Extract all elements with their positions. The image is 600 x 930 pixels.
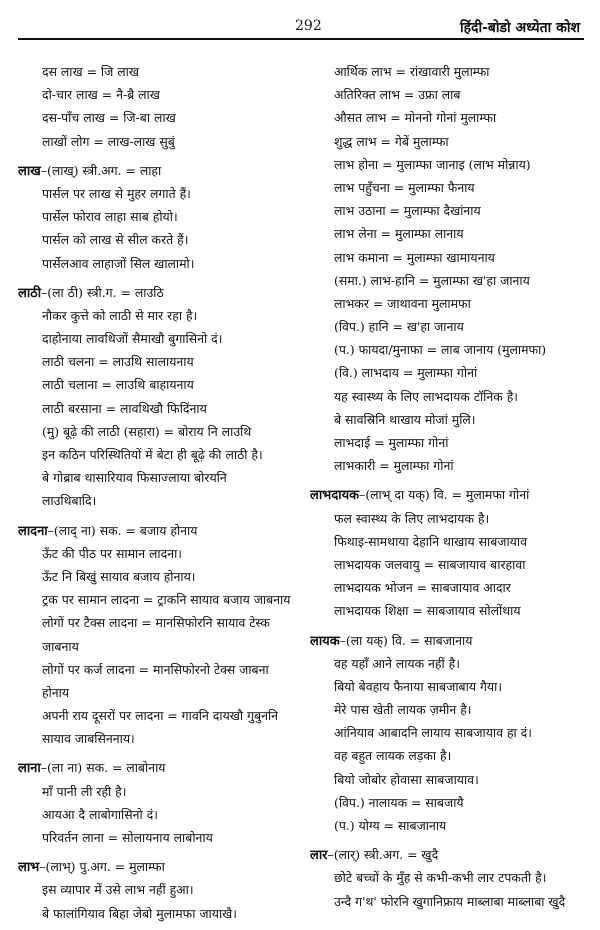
dict-line: लाठी बरसाना = लावथिखौ फिदिंनाय: [42, 400, 207, 416]
headword: लाना: [18, 761, 41, 777]
dict-line: लाखों लोग = लाख-लाख सुबुं: [42, 133, 175, 149]
dict-line: दस-पाँच लाख = जि-बा लाख: [42, 110, 176, 126]
dict-line: लाउथिबादि।: [42, 493, 97, 509]
entry-labh: [18, 855, 303, 878]
headword: लायक: [310, 633, 340, 649]
right-column: [310, 60, 588, 913]
dict-line: इन कठिन परिस्थितियों में बेटा ही बूढ़े की लाठी है।: [42, 447, 263, 462]
dict-line: लाभ लेना = मुलाम्फा लानाय: [334, 226, 464, 242]
entry-definition: –(ला ठी) स्त्री.ग. = लाउठि: [41, 284, 164, 300]
headword: लार: [310, 848, 328, 864]
dict-line: (प.) योग्य = साबजानाय: [334, 818, 447, 833]
entry-labhdayak: [310, 483, 588, 506]
dict-line: (समा.) लाभ-हानि = मुलाम्फा ख'हा जानाय: [334, 272, 530, 288]
dict-line: लाभदायक शिक्षा = साबजायाव सोलोंथाय: [334, 603, 521, 619]
dict-line: बियो जोबोर होवासा साबजायाव।: [334, 771, 479, 787]
dict-line: यह स्वास्थ्य के लिए लाभदायक टॉनिक है।: [334, 388, 518, 404]
dict-line: अपनी राय दूसरों पर लादना = गावनि दायखौ गुबुननि: [42, 708, 279, 724]
dict-line: लाभ उठाना = मुलाम्फा दैखांनाय: [334, 203, 481, 219]
dict-line: ऊँट की पीठ पर सामान लादना।: [42, 545, 182, 561]
headword: लाख: [18, 163, 41, 179]
entry-lakh: [18, 159, 303, 182]
dict-line: पार्सेलआव लाहाजों सिल खालामो।: [42, 255, 195, 271]
book-title: हिंदी-बोडो अध्येता कोश: [460, 20, 580, 36]
dict-line: ट्रक पर सामान लादना = ट्राकनि सायाव बजाय जाबनाय: [42, 592, 291, 608]
dict-line: नौकर कुत्ते को लाठी से मार रहा है।: [42, 307, 198, 323]
left-column: [18, 60, 303, 925]
dict-line: आंनियाव आबादनि लायाय साबजायाव हा दं।: [334, 725, 532, 741]
dict-line: (प.) फायदा/मुनाफा = लाब जानाय (मुलामफा): [334, 342, 547, 358]
dict-line: छोटे बच्चों के मुँह से कभी-कभी लार टपकती है।: [334, 870, 547, 886]
header-divider: [18, 38, 584, 40]
dict-line: औसत लाभ = मोननो गोनां मुलाम्फा: [334, 110, 497, 126]
dict-line: दस लाख = जि लाख: [42, 64, 139, 79]
entry-definition: –(लाभ् दा यक्) वि. = मुलामफा गोनां: [359, 487, 530, 503]
dict-line: वह बहुत लायक लड़का है।: [334, 748, 452, 764]
dict-line: मेरे पास खेती लायक ज़मीन है।: [334, 702, 472, 718]
entry-layak: [310, 629, 588, 652]
dict-line: दाहोनाया लावथिजों सैमाखौ बुगासिनो दं।: [42, 331, 223, 347]
entry-lana: [18, 756, 303, 779]
dict-line: उन्दै ग'थ' फोरनि खुगानिफ्राय माब्लाबा माब्लाबा खुदै: [334, 893, 566, 909]
dict-line: लोगों पर कर्ज लादना = मानसिफोरनो टेक्स जाबना: [42, 661, 269, 677]
dict-line: वह यहाँ आने लायक नहीं है।: [334, 655, 460, 671]
dict-line: लाभकर = जाथावना मुलामफा: [334, 295, 471, 311]
entry-lathi: [18, 281, 303, 304]
dict-line: आयआ दै लाबोगासिनो दं।: [42, 806, 158, 822]
page-header: [18, 10, 584, 40]
entry-lar: [310, 843, 588, 866]
headword: लादना: [18, 523, 48, 539]
dict-line: पार्सल को लाख से सील करते हैं।: [42, 232, 189, 248]
page-number: 292: [295, 18, 322, 34]
entry-definition: –(ला ना) सक. = लाबोनाय: [40, 760, 166, 776]
dict-line: आर्थिक लाभ = रांखावारी मुलाम्फा: [334, 64, 490, 79]
entry-definition: –(लाभ्) पु.अग. = मुलाम्फा: [39, 859, 165, 875]
dict-line: ऊँट नि बिखुं सायाव बजाय होनाय।: [42, 568, 196, 584]
dict-line: लाठी चलाना = लाउथि बाहायनाय: [42, 377, 194, 393]
dict-line: (विप.) हानि = ख'हा जानाय: [334, 319, 464, 335]
headword: लाभदायक: [310, 488, 360, 504]
dict-line: लाभदाई = मुलाम्फा गोनां: [334, 435, 449, 450]
dict-line: बे गोब्राब थासारियाव फिसाज्लाया बोरयनि: [42, 470, 227, 486]
dict-line: परिवर्तन लाना = सोलायनाय लाबोनाय: [42, 830, 213, 845]
dict-line: लाभ होना = मुलाम्फा जानाइ (लाभ मोन्नाय): [334, 156, 531, 172]
dict-line: बे सावस्रिनि थाखाय मोजां मुलि।: [334, 411, 476, 427]
dict-line: बे फालांगियाव बिहा जेबो मुलामफा जायाखै।: [42, 905, 237, 921]
dict-line: बियो बेवहाय फैनाया साबजाबाय गैया।: [334, 678, 503, 694]
entry-ladna: [18, 519, 303, 542]
dict-line: माँ पानी ली रही है।: [42, 783, 127, 799]
dict-line: इस व्यापार में उसे लाभ नहीं हुआ।: [42, 882, 194, 898]
dict-line: अतिरिक्त लाभ = उफ्रा लाब: [334, 87, 461, 103]
dict-line: लोगों पर टैक्स लादना = मानसिफोरनि सायाव टेस्क: [42, 615, 270, 631]
dict-line: (मु) बूढ़े की लाठी (सहारा) = बोराय नि लाउथि: [42, 423, 252, 439]
dict-line: दो-चार लाख = नै-ब्रै लाख: [42, 87, 160, 103]
dict-line: (वि.) लाभदाय = मुलाम्फा गोनां: [334, 365, 478, 381]
dict-line: लाभ कमाना = मुलाम्फा खामायनाय: [334, 249, 495, 265]
dict-line: होनाय: [42, 684, 70, 700]
dict-line: जाबनाय: [42, 638, 79, 654]
headword: लाभ: [18, 860, 40, 876]
entry-definition: –(लाद् ना) सक. = बजाय होनाय: [47, 522, 198, 538]
dict-line: लाभदायक भोजन = साबजायाव आदार: [334, 580, 511, 596]
dict-line: फिथाइ-सामथाया देहानि थाखाय साबजायाव: [334, 533, 527, 549]
dict-line: लाभ पहुँचना = मुलाम्फा फैनाय: [334, 179, 475, 195]
dict-line: पार्सल पर लाख से मुहर लगाते हैं।: [42, 185, 191, 201]
dict-line: फल स्वास्थ्य के लिए लाभदायक है।: [334, 510, 490, 526]
dict-line: पार्सेल फोराव लाहा साब होयो।: [42, 209, 178, 225]
dict-line: लाभकारी = मुलाम्फा गोनां: [334, 458, 454, 474]
entry-definition: –(लाख्) स्त्री.अग. = लाहा: [40, 162, 162, 178]
dict-line: (विप.) नालायक = साबजायै: [334, 794, 464, 810]
headword: लाठी: [18, 285, 42, 301]
dict-line: लाभदायक जलवायु = साबजायाव बारहावा: [334, 556, 526, 572]
dict-line: लाठी चलना = लाउथि सालायनाय: [42, 354, 194, 370]
entry-definition: –(लार्) स्त्री.अग. = खुदै: [327, 847, 439, 863]
dict-line: शुद्ध लाभ = गेबें मुलाम्फा: [334, 133, 449, 149]
dict-line: सायाव जाबसिननाय।: [42, 731, 135, 747]
entry-definition: –(ला यक्) वि. = साबजानाय: [339, 632, 473, 648]
